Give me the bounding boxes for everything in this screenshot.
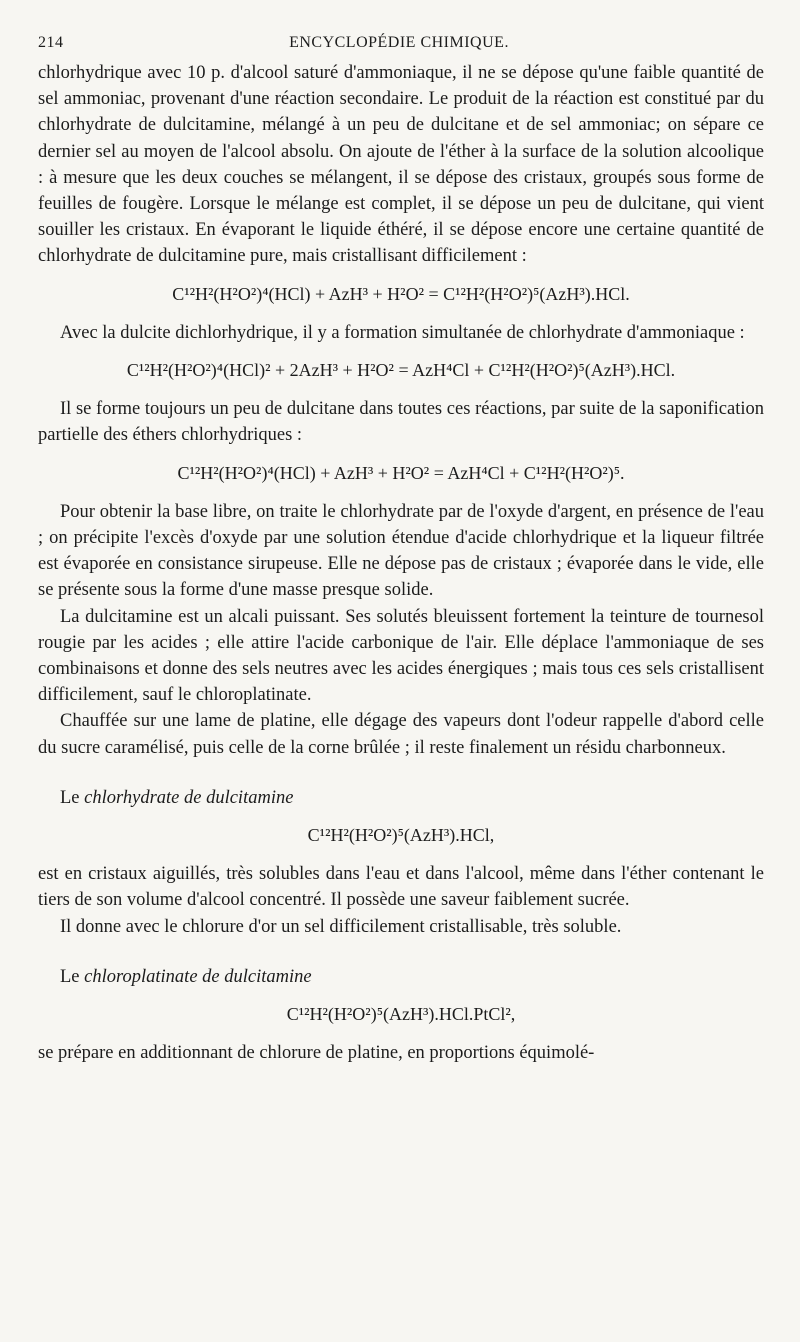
paragraph: Pour obtenir la base libre, on traite le chlorhydrate par de l'oxyde d'argent, en présence de l'eau ; on précipite l'excès d'oxyde par une solution étendue d'acide chlorhydrique et la liqueur filtrée est évaporée en consistance sirupeuse. Elle ne dépose pas de cristaux ; évaporée dans le vide, elle se présente sous la forme d'une masse presque solide. xyxy=(38,501,764,601)
compound-name: chloroplatinate de dulcitamine xyxy=(84,966,312,987)
formula: C¹²H²(H²O²)⁵(AzH³).HCl.PtCl², xyxy=(286,1004,516,1025)
page-body xyxy=(38,60,764,1067)
paragraph: chlorhydrique avec 10 p. d'alcool saturé d'ammoniaque, il ne se dépose qu'une faible quantité de sel ammoniac, provenant d'une réaction secondaire. Le produit de la réaction est constitué par du chlorhydrate de dulcitamine, mélangé à un peu de dulcitane et de sel ammoniac; on sépare ce dernier sel au moyen de l'alcool absolu. On ajoute de l'éther à la surface de la solution alcoolique : à mesure que les deux couches se mélangent, il se dépose des cristaux, groupés sous forme de feuilles de fougère. Lorsque le mélange est complet, il se dépose un peu de dulcitane, qui vient souiller les cristaux. En évaporant le liquide éthéré, il se dépose encore une certaine quantité de chlorhydrate de dulcitamine pure, mais cristallisant difficilement : xyxy=(38,63,764,267)
paragraph: se prépare en additionnant de chlorure de platine, en proportions équimolé- xyxy=(38,1043,595,1064)
label-prefix: Le xyxy=(60,787,85,808)
formula: C¹²H²(H²O²)⁴(HCl)² + 2AzH³ + H²O² = AzH⁴Cl + C¹²H²(H²O²)⁵(AzH³).HCl. xyxy=(126,360,676,381)
running-title: ENCYCLOPÉDIE CHIMIQUE. xyxy=(289,34,509,51)
paragraph: Chauffée sur une lame de platine, elle dégage des vapeurs dont l'odeur rappelle d'abord celle du sucre caramélisé, puis celle de la corne brûlée ; il reste finalement un résidu charbonneux. xyxy=(38,711,764,758)
formula: C¹²H²(H²O²)⁴(HCl) + AzH³ + H²O² = AzH⁴Cl + C¹²H²(H²O²)⁵. xyxy=(177,462,625,483)
paragraph: Avec la dulcite dichlorhydrique, il y a formation simultanée de chlorhydrate d'ammoniaque : xyxy=(60,322,745,343)
compound-name: chlorhydrate de dulcitamine xyxy=(84,787,294,808)
formula: C¹²H²(H²O²)⁴(HCl) + AzH³ + H²O² = C¹²H²(H²O²)⁵(AzH³).HCl. xyxy=(172,283,630,304)
compound-label xyxy=(38,785,764,811)
compound-label xyxy=(38,964,764,990)
paragraph: Il se forme toujours un peu de dulcitane dans toutes ces réactions, par suite de la saponification partielle des éthers chlorhydriques : xyxy=(38,399,764,446)
paragraph: La dulcitamine est un alcali puissant. Ses solutés bleuissent fortement la teinture de tournesol rougie par les acides ; elle attire l'acide carbonique de l'air. Elle déplace l'ammoniaque de ses combinaisons et donne des sels neutres avec les acides énergiques ; mais tous ces sels cristallisent difficilement, sauf le chloroplatinate. xyxy=(38,606,764,706)
paragraph: est en cristaux aiguillés, très solubles dans l'eau et dans l'alcool, même dans l'éther contenant le tiers de son volume d'alcool concentré. Il possède une saveur faiblement sucrée. xyxy=(38,864,764,911)
formula: C¹²H²(H²O²)⁵(AzH³).HCl, xyxy=(307,825,495,846)
label-prefix: Le xyxy=(60,966,85,987)
page-number: 214 xyxy=(38,34,64,51)
paragraph: Il donne avec le chlorure d'or un sel difficilement cristallisable, très soluble. xyxy=(60,916,622,937)
